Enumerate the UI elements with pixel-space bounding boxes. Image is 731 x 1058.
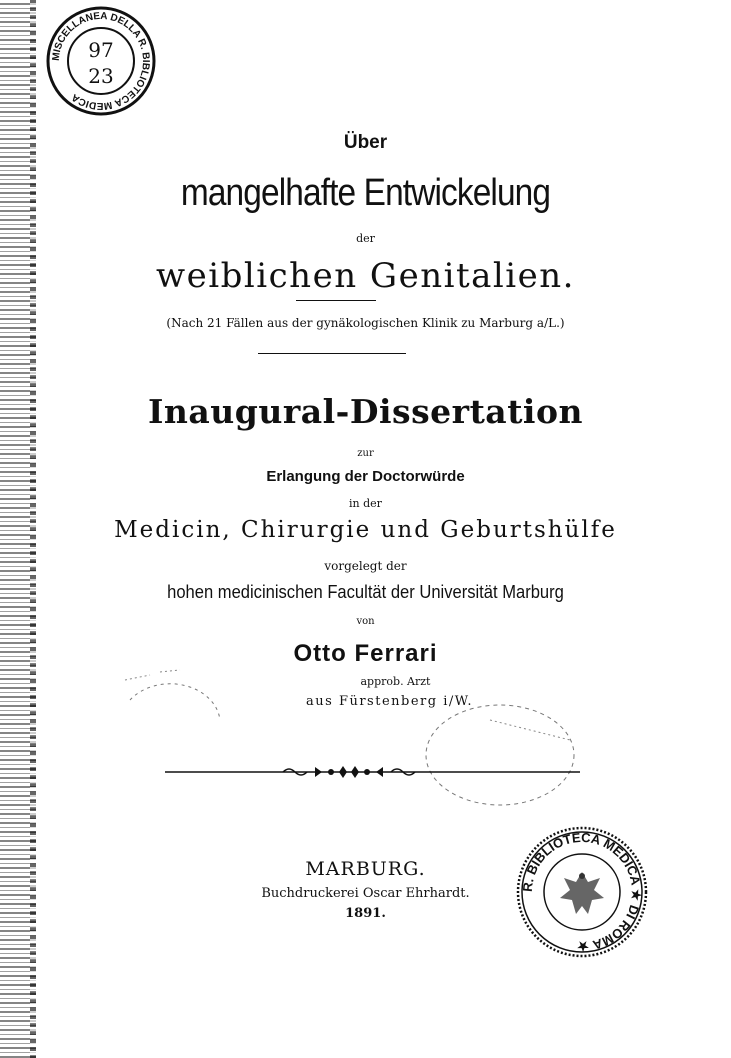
dissertation-heading: Inaugural-Dissertation	[148, 392, 583, 431]
stamp-top-number-2: 23	[88, 64, 114, 88]
stamp-top-number-1: 97	[88, 38, 114, 62]
author-title: approb. Arzt	[360, 675, 431, 688]
faded-stamp-right	[420, 700, 580, 810]
fields-line: Medicin, Chirurgie und Geburtshülfe	[114, 517, 617, 543]
author-name: Otto Ferrari	[293, 640, 438, 667]
publication-year: 1891.	[345, 906, 386, 921]
library-stamp-top	[45, 5, 157, 117]
title-connector: der	[356, 232, 375, 245]
main-title: mangelhafte Entwickelung	[180, 172, 551, 214]
printer: Buchdruckerei Oscar Ehrhardt.	[261, 886, 470, 901]
stamp-top-ring-text: MISCELLANEA DELLA R. BIBLIOTECA MEDICA	[50, 10, 152, 112]
connector-von: von	[356, 616, 375, 627]
subtitle-note: (Nach 21 Fällen aus der gynäkologischen Klinik zu Marburg a/L.)	[166, 316, 565, 330]
title-prefix: Über	[343, 132, 388, 153]
library-stamp-bottom	[514, 824, 650, 960]
ornamental-rule	[165, 764, 580, 780]
connector-vorgelegt: vorgelegt der	[324, 559, 407, 573]
faculty-line: hohen medicinischen Facultät der Universität Marburg	[167, 582, 564, 602]
author-origin: aus Fürstenberg i/W.	[306, 694, 473, 709]
divider	[258, 353, 406, 354]
title-second-line: weiblichen Genitalien.	[156, 256, 575, 296]
publication-place: MARBURG.	[305, 858, 426, 880]
eagle-emblem-icon	[560, 872, 604, 914]
connector-zur: zur	[357, 448, 374, 459]
divider-short	[296, 300, 376, 301]
degree-line: Erlangung der Doctorwürde	[266, 468, 465, 485]
connector-in-der: in der	[349, 497, 382, 510]
stamp-bottom-ring-text: R. BIBLIOTECA MEDICA ★ DI ROMA ★	[519, 829, 645, 955]
